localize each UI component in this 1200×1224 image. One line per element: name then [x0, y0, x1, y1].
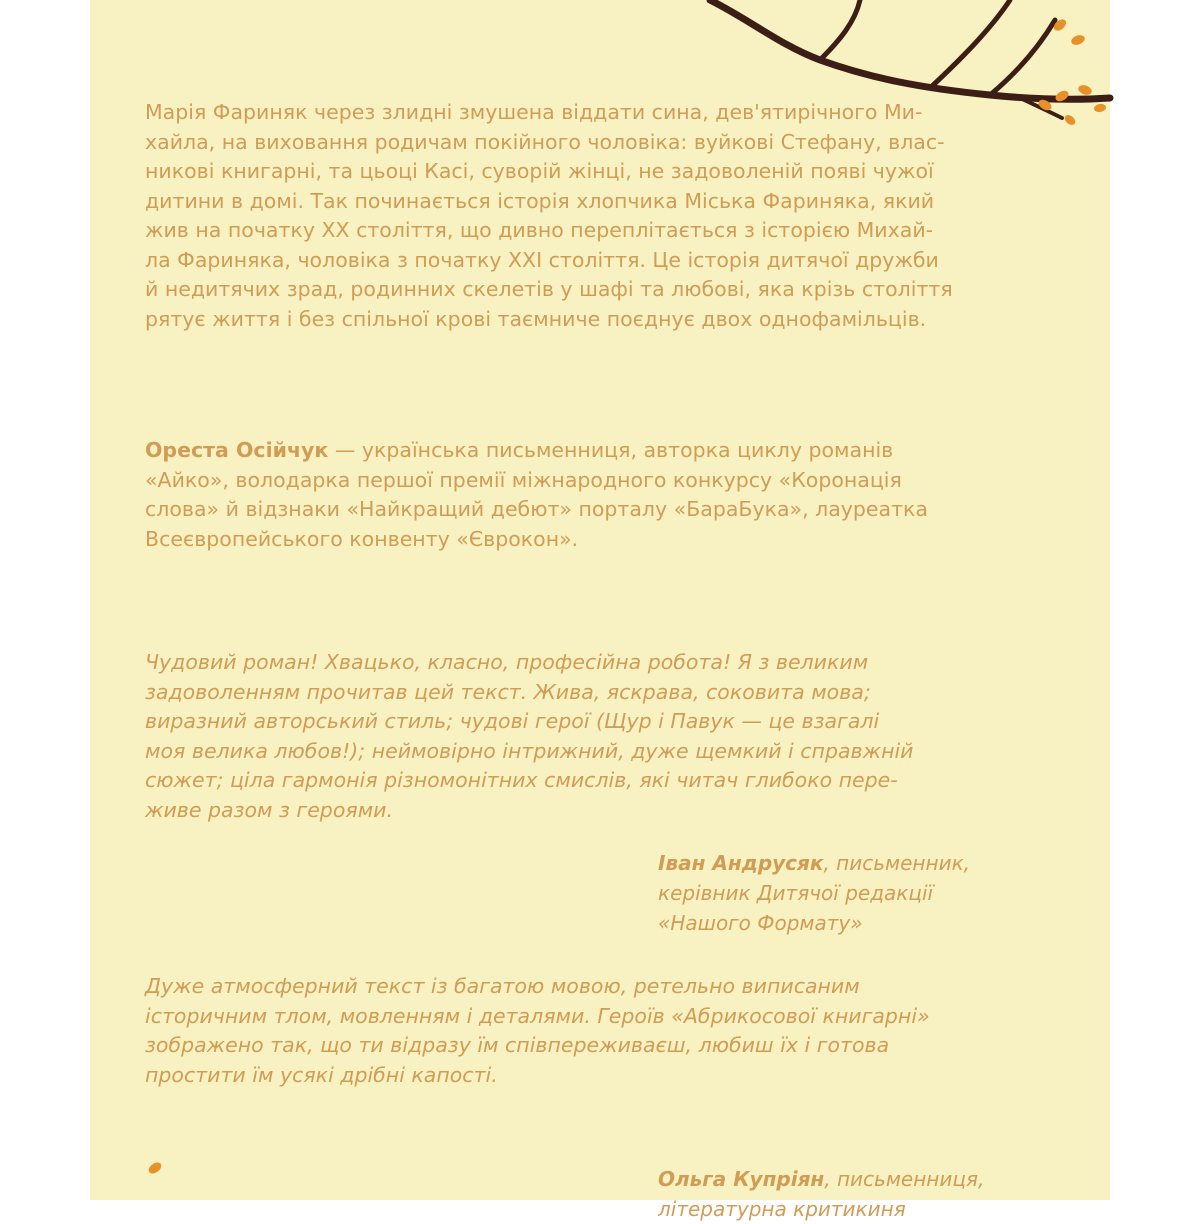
- review-line: сюжет; ціла гармонія різномонітних смислів, які читач глибоко пере-: [145, 768, 898, 792]
- review-line: історичним тлом, мовленням і деталями. Героїв «Абрикосової книгарні»: [145, 1003, 930, 1028]
- review-line: моя велика любов!); неймовірно інтрижний, дуже щемкий і справжній: [145, 738, 914, 763]
- reviewer-name: Ольга Купріян: [658, 1167, 825, 1191]
- author-bio: [145, 436, 1050, 554]
- review-2-signature: [658, 1164, 984, 1224]
- review-line: виразний авторський стиль; чудові герої (Щур і Павук — це взагалі: [145, 709, 880, 733]
- author-name: Ореста Осійчук: [145, 438, 329, 462]
- synopsis-line: рятує життя і без спільної крові таємниче поєднує двох однофамільців.: [145, 306, 927, 331]
- review-quote-1: [145, 648, 1050, 825]
- reviewer-role: , письменник,: [823, 851, 971, 875]
- bio-line: Всеєвропейського конвенту «Єврокон».: [145, 526, 579, 551]
- synopsis-line: Марія Фариняк через злидні змушена віддати сина, дев'ятирічного Ми-: [145, 100, 923, 124]
- review-line: Дуже атмосферний текст із багатою мовою, ретельно виписаним: [145, 974, 860, 998]
- reviewer-company: «Нашого Формату»: [658, 911, 863, 935]
- reviewer-position: керівник Дитячої редакції: [658, 881, 934, 905]
- book-back-cover: [90, 0, 1110, 1221]
- review-line: Чудовий роман! Хвацько, класно, професійна робота! Я з великим: [145, 650, 869, 674]
- synopsis-line: дитини в домі. Так починається історія хлопчика Міська Фариняка, який: [145, 188, 935, 213]
- review-line: зображено так, що ти відразу їм співпереживаєш, любиш їх і готова: [145, 1033, 890, 1057]
- bio-line: [145, 436, 1050, 466]
- synopsis-line: никові книгарні, та цьоці Касі, суворій жінці, не задоволеній появі чужої: [145, 159, 934, 183]
- reviewer-name: Іван Андрусяк: [658, 851, 824, 875]
- synopsis-line: й недитячих зрад, родинних скелетів у шафі та любові, яка крізь століття: [145, 277, 953, 301]
- synopsis-line: ла Фариняка, чоловіка з початку XXI століття. Це історія дитячої дружби: [145, 247, 939, 272]
- review-line: задоволенням прочитав цей текст. Жива, яскрава, соковита мова;: [145, 679, 871, 704]
- book-synopsis: [145, 98, 1050, 334]
- reviewer-position: літературна критикиня: [658, 1197, 906, 1221]
- bio-line: слова» й відзнаки «Найкращий дебют» порталу «БараБука», лауреатка: [145, 497, 928, 521]
- synopsis-line: хайла, на виховання родичам покійного чоловіка: вуйкові Стефану, влас-: [145, 129, 945, 154]
- review-1-signature: [658, 848, 970, 938]
- review-line: живе разом з героями.: [145, 797, 393, 822]
- reviewer-role: , письменниця,: [824, 1167, 985, 1191]
- review-quote-2: [145, 972, 1050, 1090]
- synopsis-line: жив на початку XX століття, що дивно переплітається з історією Михай-: [145, 218, 934, 242]
- bio-first-line-text: — українська письменниця, авторка циклу романів: [328, 438, 894, 462]
- leaf-icon: [145, 1160, 165, 1176]
- bio-line: «Айко», володарка першої премії міжнародного конкурсу «Коронація: [145, 467, 902, 492]
- review-line: простити їм усякі дрібні капості.: [145, 1062, 498, 1087]
